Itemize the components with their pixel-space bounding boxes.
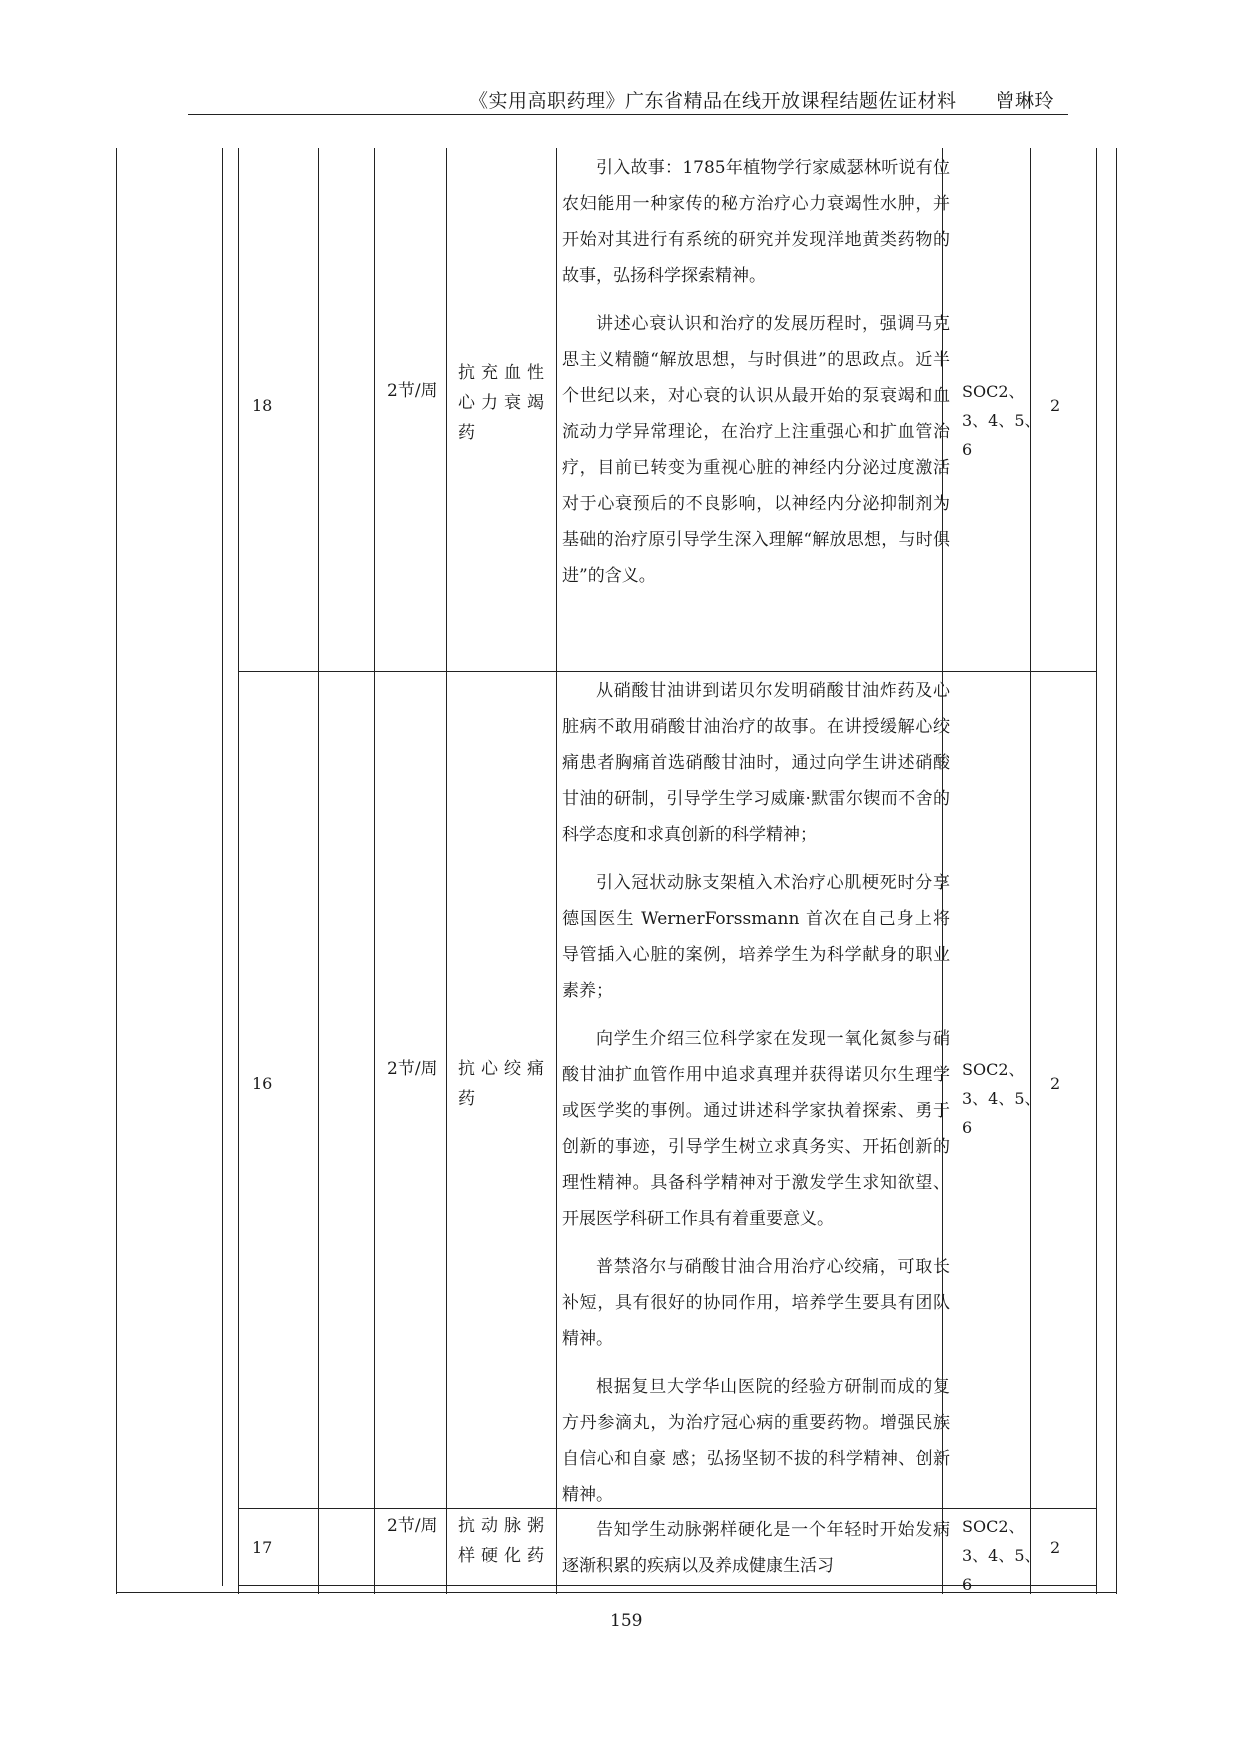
- score: 2: [1050, 1074, 1061, 1093]
- table-column-line: [374, 148, 375, 1594]
- table-column-line: [446, 148, 447, 1594]
- topic: 抗心绞痛药: [458, 1059, 550, 1109]
- row-number: 16: [252, 1074, 273, 1093]
- content-paragraph: 引入冠状动脉支架植入术治疗心肌梗死时分享德国医生 WernerForssmann 首次在自己身上将导管插入心脏的案例，培养学生为科学献身的职业素养；: [562, 873, 950, 1001]
- score: 2: [1050, 1538, 1061, 1557]
- header-title: 《实用高职药理》广东省精品在线开放课程结题佐证材料 曾琳玲: [468, 90, 1054, 112]
- table-column-line: [1030, 148, 1031, 1594]
- content-paragraph: 引入故事：1785年植物学行家威瑟林听说有位农妇能用一种家传的秘方治疗心力衰竭性水肿，并开始对其进行有系统的研究并发现洋地黄类药物的故事，弘扬科学探索精神。: [562, 158, 950, 286]
- running-header: [188, 82, 1068, 115]
- content-paragraph: 讲述心衰认识和治疗的发展历程时，强调马克思主义精髓“解放思想，与时俱进”的思政点。近半个世纪以来，对心衰的认识从最开始的泵衰竭和血流动力学异常理论，在治疗上注重强心和扩血管治疗，目前已转变为重视心脏的神经内分泌过度激活对于心衰预后的不良影响，以神经内分泌抑制剂为基础的治疗原引导学生深入理解“解放思想，与时俱进”的含义。: [562, 314, 950, 586]
- row-number: 18: [252, 396, 273, 415]
- content-paragraph: 从硝酸甘油讲到诺贝尔发明硝酸甘油炸药及心脏病不敢用硝酸甘油治疗的故事。在讲授缓解心绞痛患者胸痛首选硝酸甘油时，通过向学生讲述硝酸甘油的研制，引导学生学习威廉·默雷尔锲而不舍的科学态度和求真创新的科学精神；: [562, 681, 950, 845]
- ideological-content: [562, 1512, 950, 1584]
- page-number: 159: [610, 1611, 643, 1631]
- table-column-line: [238, 148, 239, 1594]
- table-column-line: [222, 148, 223, 1586]
- table-column-line: [318, 148, 319, 1594]
- table-column-line: [556, 148, 557, 1594]
- topic: 抗动脉粥样硬化药: [458, 1516, 550, 1566]
- ideological-content: [562, 673, 950, 1525]
- table-border-left: [116, 148, 117, 1594]
- table-column-line: [1096, 148, 1097, 1594]
- class-hours: 2节/周: [387, 381, 438, 401]
- score: 2: [1050, 396, 1061, 415]
- table-border-right: [1116, 148, 1117, 1594]
- content-paragraph: 根据复旦大学华山医院的经验方研制而成的复方丹参滴丸，为治疗冠心病的重要药物。增强民族自信心和自豪 感；弘扬坚韧不拔的科学精神、创新精神。: [562, 1377, 950, 1505]
- soc-code: SOC2、3、4、5、6: [962, 1060, 1041, 1137]
- ideological-content: [562, 150, 950, 606]
- class-hours: 2节/周: [387, 1059, 438, 1079]
- content-paragraph: 普禁洛尔与硝酸甘油合用治疗心绞痛，可取长补短，具有很好的协同作用，培养学生要具有团队精神。: [562, 1257, 950, 1349]
- topic: 抗充血性心力衰竭药: [458, 363, 550, 443]
- row-number: 17: [252, 1538, 273, 1557]
- content-paragraph: 向学生介绍三位科学家在发现一氧化氮参与硝酸甘油扩血管作用中追求真理并获得诺贝尔生理学或医学奖的事例。通过讲述科学家执着探索、勇于创新的事迹，引导学生树立求真务实、开拓创新的理性精神。具备科学精神对于激发学生求知欲望、开展医学科研工作具有着重要意义。: [562, 1029, 950, 1229]
- soc-code: SOC2、3、4、5、6: [962, 1517, 1041, 1594]
- content-paragraph: 告知学生动脉粥样硬化是一个年轻时开始发病逐渐积累的疾病以及养成健康生活习: [562, 1520, 950, 1576]
- class-hours: 2节/周: [387, 1516, 438, 1536]
- table-row-divider: [238, 671, 1096, 672]
- soc-code: SOC2、3、4、5、6: [962, 382, 1041, 459]
